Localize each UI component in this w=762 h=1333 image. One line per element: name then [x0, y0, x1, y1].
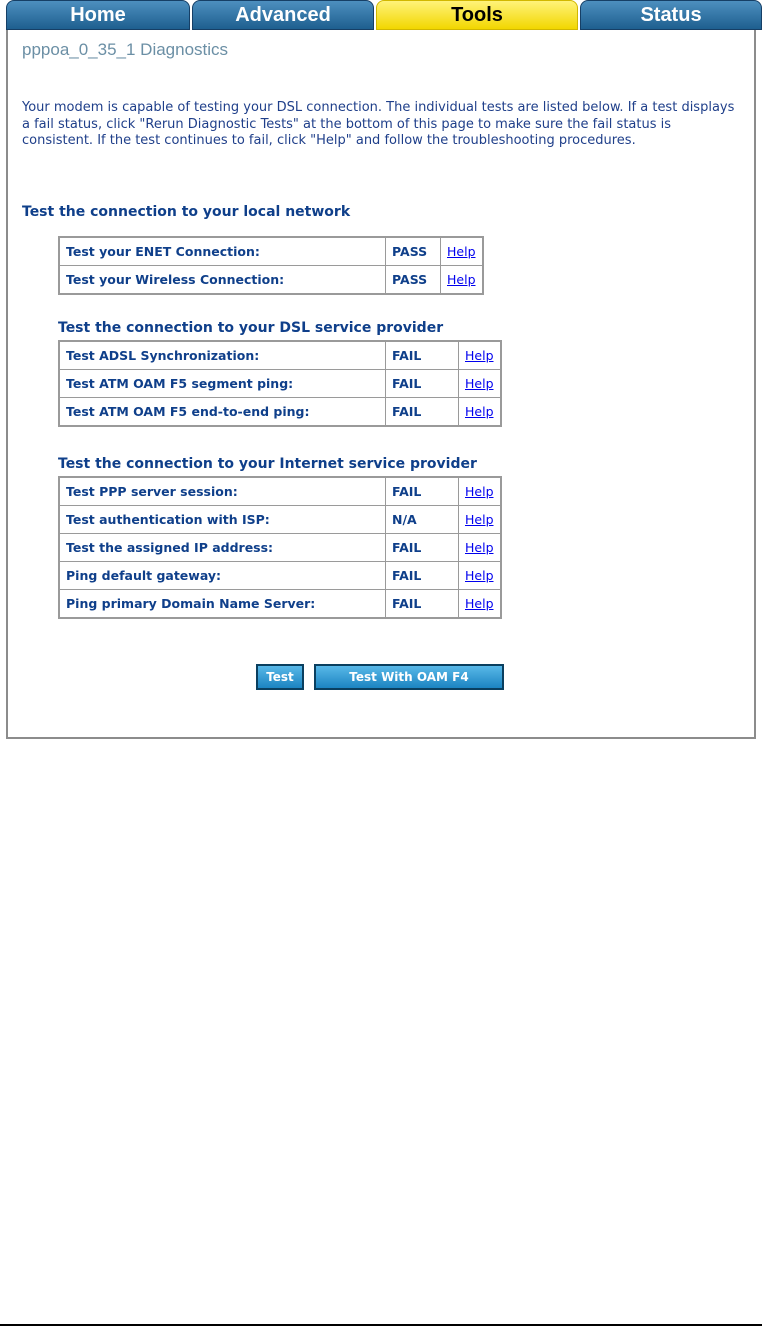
help-cell: [459, 398, 501, 427]
row-label: Test ATM OAM F5 end-to-end ping:: [59, 398, 386, 427]
help-link[interactable]: Help: [465, 404, 494, 419]
status-pass: PASS: [386, 266, 441, 295]
top-tab-bar: [6, 0, 762, 30]
section-title-internet-provider: Test the connection to your Internet service provider: [58, 456, 477, 472]
dsl-provider-table: [58, 340, 502, 427]
internet-provider-table: [58, 476, 502, 619]
table-row: [59, 370, 501, 398]
status-fail: FAIL: [386, 477, 459, 506]
help-cell: [441, 266, 483, 295]
help-link[interactable]: Help: [465, 596, 494, 611]
local-network-table: [58, 236, 484, 295]
table-row: [59, 341, 501, 370]
status-fail: FAIL: [386, 398, 459, 427]
help-link[interactable]: Help: [465, 540, 494, 555]
row-label: Test your Wireless Connection:: [59, 266, 386, 295]
table-row: [59, 562, 501, 590]
help-cell: [459, 506, 501, 534]
diagnostics-panel: [6, 30, 756, 739]
tab-tools[interactable]: Tools: [376, 0, 578, 30]
help-cell: [441, 237, 483, 266]
help-link[interactable]: Help: [465, 512, 494, 527]
row-label: Ping default gateway:: [59, 562, 386, 590]
table-row: [59, 266, 483, 295]
row-label: Test authentication with ISP:: [59, 506, 386, 534]
table-row: [59, 477, 501, 506]
help-link[interactable]: Help: [465, 484, 494, 499]
row-label: Test your ENET Connection:: [59, 237, 386, 266]
table-row: [59, 534, 501, 562]
row-label: Test PPP server session:: [59, 477, 386, 506]
help-link[interactable]: Help: [465, 348, 494, 363]
help-cell: [459, 370, 501, 398]
help-cell: [459, 534, 501, 562]
table-row: [59, 398, 501, 427]
help-link[interactable]: Help: [447, 244, 476, 259]
page-title: pppoa_0_35_1 Diagnostics: [22, 40, 229, 59]
row-label: Test the assigned IP address:: [59, 534, 386, 562]
row-label: Ping primary Domain Name Server:: [59, 590, 386, 619]
help-cell: [459, 477, 501, 506]
help-link[interactable]: Help: [447, 272, 476, 287]
status-fail: FAIL: [386, 370, 459, 398]
help-cell: [459, 590, 501, 619]
tab-status[interactable]: Status: [580, 0, 762, 30]
table-row: [59, 237, 483, 266]
tab-advanced[interactable]: Advanced: [192, 0, 374, 30]
row-label: Test ATM OAM F5 segment ping:: [59, 370, 386, 398]
section-title-local-network: Test the connection to your local network: [22, 204, 351, 220]
status-fail: FAIL: [386, 534, 459, 562]
status-fail: FAIL: [386, 562, 459, 590]
page-bottom-rule: [0, 1324, 762, 1326]
table-row: [59, 506, 501, 534]
test-button[interactable]: Test: [256, 664, 304, 690]
help-cell: [459, 562, 501, 590]
row-label: Test ADSL Synchronization:: [59, 341, 386, 370]
help-link[interactable]: Help: [465, 568, 494, 583]
status-na: N/A: [386, 506, 459, 534]
help-link[interactable]: Help: [465, 376, 494, 391]
status-pass: PASS: [386, 237, 441, 266]
intro-text: Your modem is capable of testing your DSL connection. The individual tests are listed below. If a test displays a fail status, click "Rerun Diagnostic Tests" at the bottom of this page to make sure the fail status is consistent. If the test continues to fail, click "Help" and follow the troubleshooting procedures.: [22, 100, 735, 148]
section-title-dsl-provider: Test the connection to your DSL service provider: [58, 320, 444, 336]
tab-home[interactable]: Home: [6, 0, 190, 30]
test-with-oam-f4-button[interactable]: Test With OAM F4: [314, 664, 504, 690]
table-row: [59, 590, 501, 619]
status-fail: FAIL: [386, 341, 459, 370]
status-fail: FAIL: [386, 590, 459, 619]
help-cell: [459, 341, 501, 370]
